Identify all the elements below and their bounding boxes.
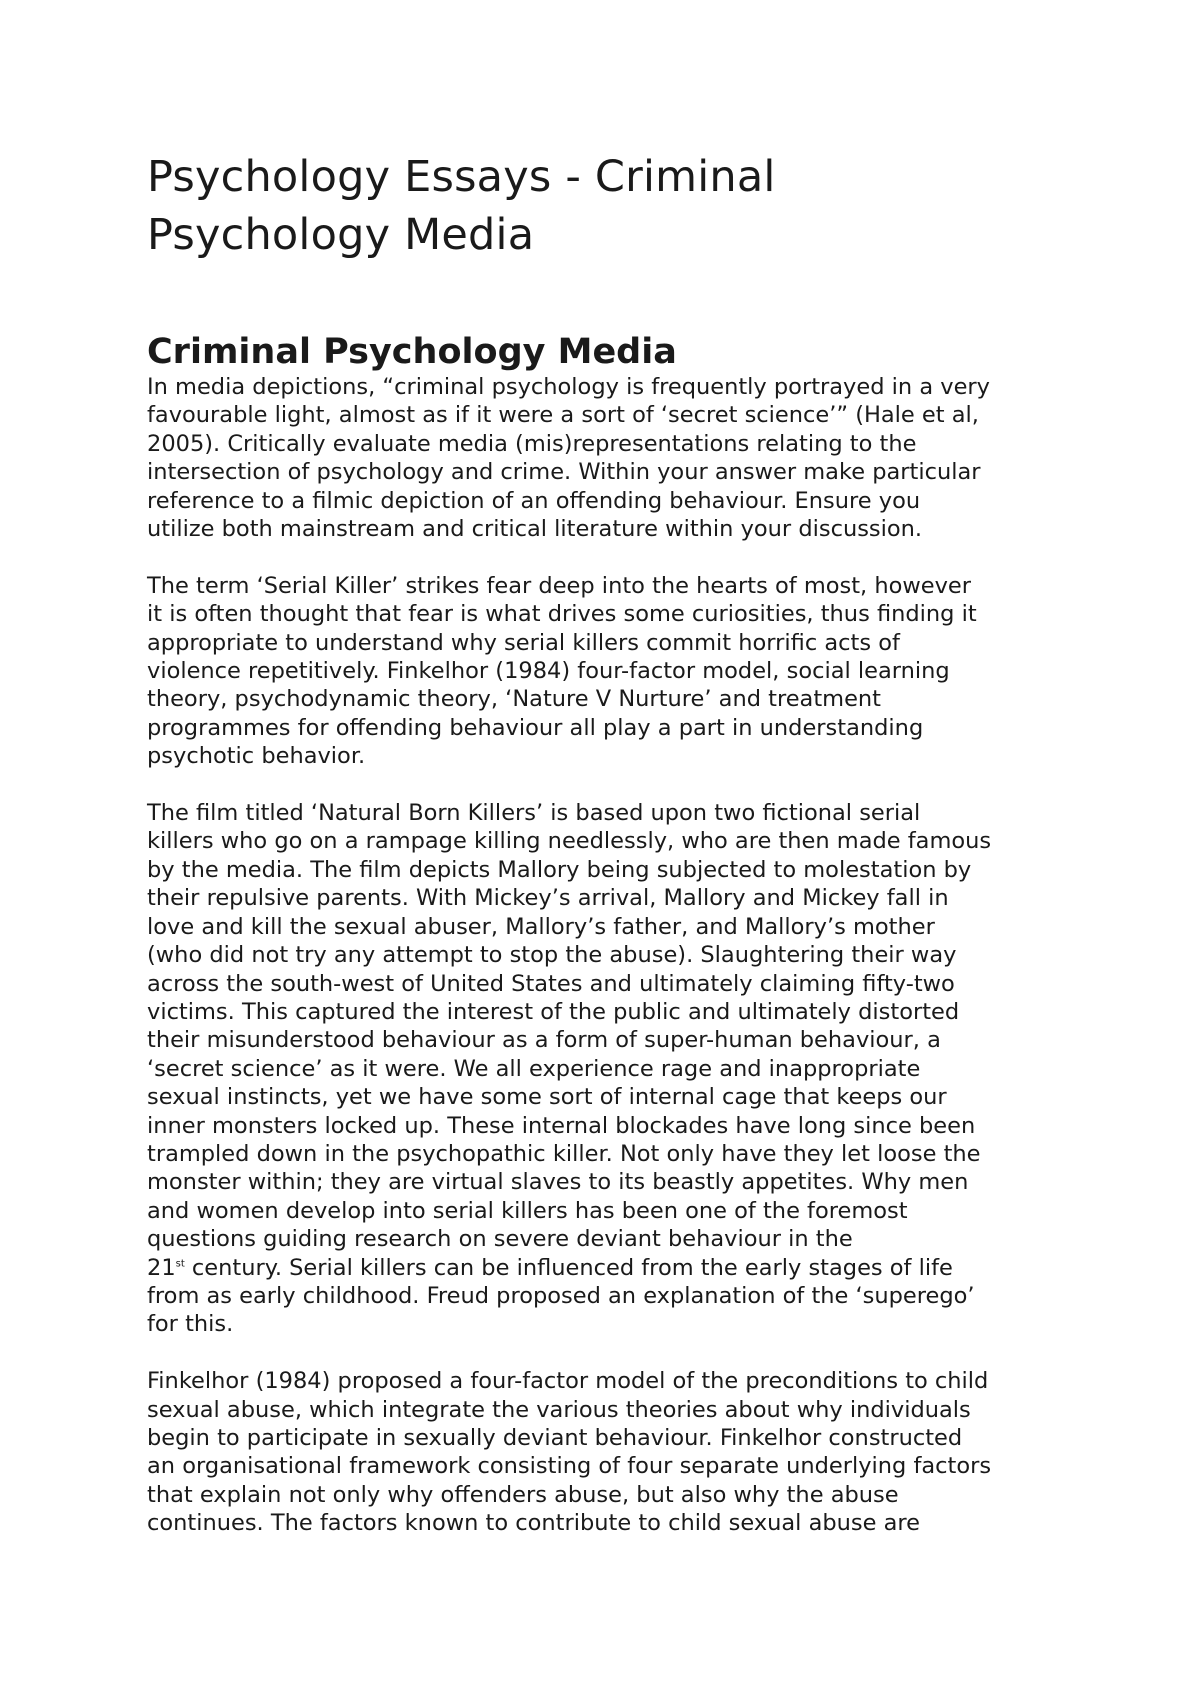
document-title [147,148,1077,264]
text-line: love and kill the sexual abuser, Mallory’s father, and Mallory’s mother [147,913,935,940]
document-title-line: Psychology Essays - Criminal [147,152,776,202]
century-line-rest: century. Serial killers can be influenced from the early stages of life [184,1254,953,1281]
text-line: (who did not try any attempt to stop the abuse). Slaughtering their way [147,942,957,969]
text-line: reference to a filmic depiction of an offending behaviour. Ensure you [147,487,921,514]
text-line: and women develop into serial killers has been one of the foremost [147,1197,908,1224]
text-line: killers who go on a rampage killing needlessly, who are then made famous [147,828,992,855]
text-line: monster within; they are virtual slaves to its beastly appetites. Why men [147,1169,969,1196]
text-line: inner monsters locked up. These internal blockades have long since been [147,1112,976,1139]
text-line: The film titled ‘Natural Born Killers’ is based upon two fictional serial [147,800,921,827]
text-line: appropriate to understand why serial killers commit horrific acts of [147,629,900,656]
text-line: trampled down in the psychopathic killer. Not only have they let loose the [147,1140,981,1167]
text-line: across the south-west of United States and ultimately claiming fifty-two [147,970,955,997]
text-line: sexual abuse, which integrate the various theories about why individuals [147,1396,971,1423]
text-line: that explain not only why offenders abuse, but also why the abuse [147,1481,899,1508]
text-line: for this. [147,1311,234,1338]
intro-paragraph [147,572,1077,771]
text-line: In media depictions, “criminal psychology is frequently portrayed in a very [147,374,990,400]
question-paragraph [147,373,1077,543]
text-line: violence repetitively. Finkelhor (1984) four-factor model, social learning [147,658,950,685]
text-line: The term ‘Serial Killer’ strikes fear deep into the hearts of most, however [147,572,972,599]
century-number: 21 [147,1254,176,1281]
text-line: intersection of psychology and crime. Within your answer make particular [147,459,981,486]
film-paragraph [147,799,1077,1339]
finkelhor-paragraph [147,1367,1077,1537]
text-line: utilize both mainstream and critical literature within your discussion. [147,516,923,543]
document-page [147,148,1077,1538]
text-line: by the media. The film depicts Mallory being subjected to molestation by [147,856,972,883]
text-line: their repulsive parents. With Mickey’s arrival, Mallory and Mickey fall in [147,885,949,912]
text-line: continues. The factors known to contribute to child sexual abuse are [147,1510,921,1537]
text-line: 2005). Critically evaluate media (mis)representations relating to the [147,430,917,457]
text-line: begin to participate in sexually deviant behaviour. Finkelhor constructed [147,1424,963,1451]
text-line: programmes for offending behaviour all play a part in understanding [147,714,924,741]
text-line: favourable light, almost as if it were a sort of ‘secret science’” (Hale et al, [147,402,979,429]
text-line: it is often thought that fear is what drives some curiosities, thus finding it [147,601,977,628]
text-line: an organisational framework consisting of four separate underlying factors [147,1453,992,1480]
text-line: their misunderstood behaviour as a form of super-human behaviour, a [147,1027,941,1054]
text-line: theory, psychodynamic theory, ‘Nature V Nurture’ and treatment [147,686,882,713]
text-line: from as early childhood. Freud proposed an explanation of the ‘superego’ [147,1282,975,1309]
document-title-line: Psychology Media [147,210,535,260]
text-line: Finkelhor (1984) proposed a four-factor model of the preconditions to child [147,1368,989,1395]
text-line: ‘secret science’ as it were. We all experience rage and inappropriate [147,1055,921,1082]
century-line [147,1254,1077,1282]
text-line: sexual instincts, yet we have some sort of internal cage that keeps our [147,1084,947,1111]
text-line: psychotic behavior. [147,743,366,770]
section-heading: Criminal Psychology Media [147,332,677,372]
ordinal-suffix: st [175,1258,185,1270]
text-line: victims. This captured the interest of the public and ultimately distorted [147,998,960,1025]
text-line: questions guiding research on severe deviant behaviour in the [147,1226,853,1253]
